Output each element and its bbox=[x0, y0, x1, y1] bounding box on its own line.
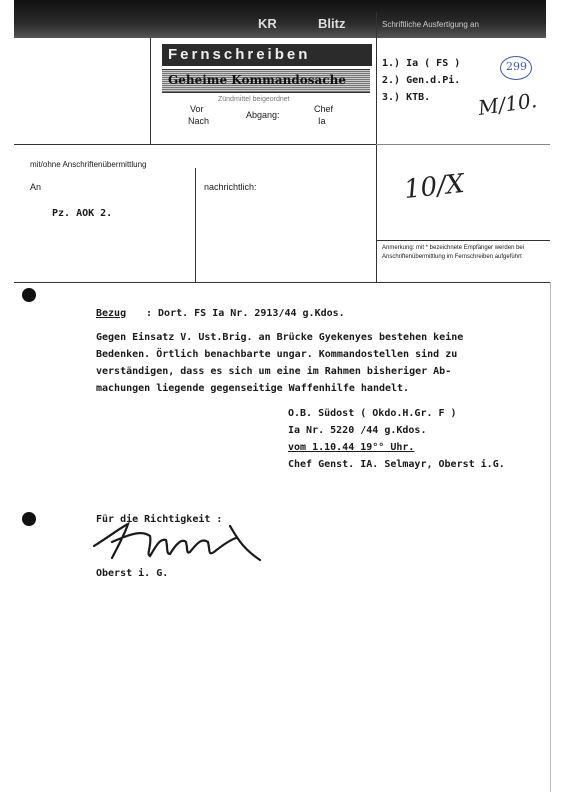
signature-line-2: Ia Nr. 5220 /44 g.Kdos. bbox=[288, 425, 427, 436]
signature-line-1: O.B. Südost ( Okdo.H.Gr. F ) bbox=[288, 408, 457, 419]
nach-label: Nach bbox=[188, 116, 210, 126]
handwritten-date: 10/X bbox=[402, 168, 466, 206]
banner-right-text: Blitz bbox=[318, 16, 346, 31]
abgang-label: Abgang: bbox=[246, 110, 280, 120]
handwritten-signature bbox=[90, 516, 270, 564]
chef-label: Chef bbox=[314, 104, 334, 114]
message-line-1: Gegen Einsatz V. Ust.Brig. an Brücke Gyekenyes bestehen keine bbox=[96, 332, 464, 343]
reference-text: : Dort. FS Ia Nr. 2913/44 g.Kdos. bbox=[146, 308, 345, 319]
info-label: nachrichtlich: bbox=[204, 182, 257, 192]
header-banner bbox=[14, 0, 546, 38]
form-rule-1 bbox=[14, 144, 376, 145]
distribution-2: 2.) Gen.d.Pi. bbox=[382, 75, 461, 86]
message-line-2: Bedenken. Örtlich benachbarte ungar. Kommandostellen sind zu bbox=[96, 349, 458, 360]
reference-label: Bezug bbox=[96, 308, 127, 319]
message-line-3: verständigen, dass es sich um eine im Rahmen bisheriger Ab- bbox=[96, 366, 452, 377]
page-edge bbox=[550, 282, 551, 792]
circled-number: 299 bbox=[506, 60, 527, 73]
to-label: An bbox=[30, 182, 42, 192]
transmission-label: mit/ohne Anschriftenübermittlung bbox=[30, 160, 147, 169]
vor-label: Vor bbox=[190, 104, 204, 114]
form-rule-2 bbox=[376, 144, 550, 145]
punch-hole-top bbox=[22, 288, 36, 302]
form-rule-bottom bbox=[14, 282, 550, 283]
certification-label: Für die Richtigkeit : bbox=[96, 514, 223, 525]
punch-hole-bottom bbox=[22, 512, 36, 526]
form-divider-left bbox=[150, 38, 151, 144]
handwritten-initials: M/10. bbox=[476, 88, 539, 120]
form-divider-middle bbox=[195, 168, 196, 282]
form-rule-note bbox=[376, 240, 550, 241]
circled-number-stamp bbox=[500, 56, 532, 80]
signature-line-4: Chef Genst. IA. Selmayr, Oberst i.G. bbox=[288, 459, 505, 470]
attachments-note: Zündmittel beigeordnet bbox=[218, 96, 290, 103]
recipient-note: Anmerkung: mit * bezeichnete Empfänger werden bei Anschriftenübermittlung im Fernschreiben aufgeführt bbox=[382, 245, 525, 260]
recipient: Pz. AOK 2. bbox=[52, 208, 113, 219]
classification-box bbox=[162, 69, 370, 93]
ia-label: Ia bbox=[318, 116, 326, 126]
form-title: Fernschreiben bbox=[168, 46, 311, 63]
signature-line-3: vom 1.10.44 19°° Uhr. bbox=[288, 442, 415, 453]
distribution-3: 3.) KTB. bbox=[382, 92, 431, 103]
form-divider-right bbox=[376, 12, 377, 282]
distribution-title: Schriftliche Ausfertigung an bbox=[382, 20, 479, 29]
message-line-4: machungen liegende gegenseitige Waffenhilfe handelt. bbox=[96, 383, 410, 394]
distribution-1: 1.) Ia ( FS ) bbox=[382, 58, 461, 69]
form-title-box bbox=[162, 44, 372, 66]
banner-left-text: KR bbox=[258, 16, 277, 31]
signatory: Oberst i. G. bbox=[96, 568, 169, 579]
classification-label: Geheime Kommandosache bbox=[168, 73, 346, 87]
